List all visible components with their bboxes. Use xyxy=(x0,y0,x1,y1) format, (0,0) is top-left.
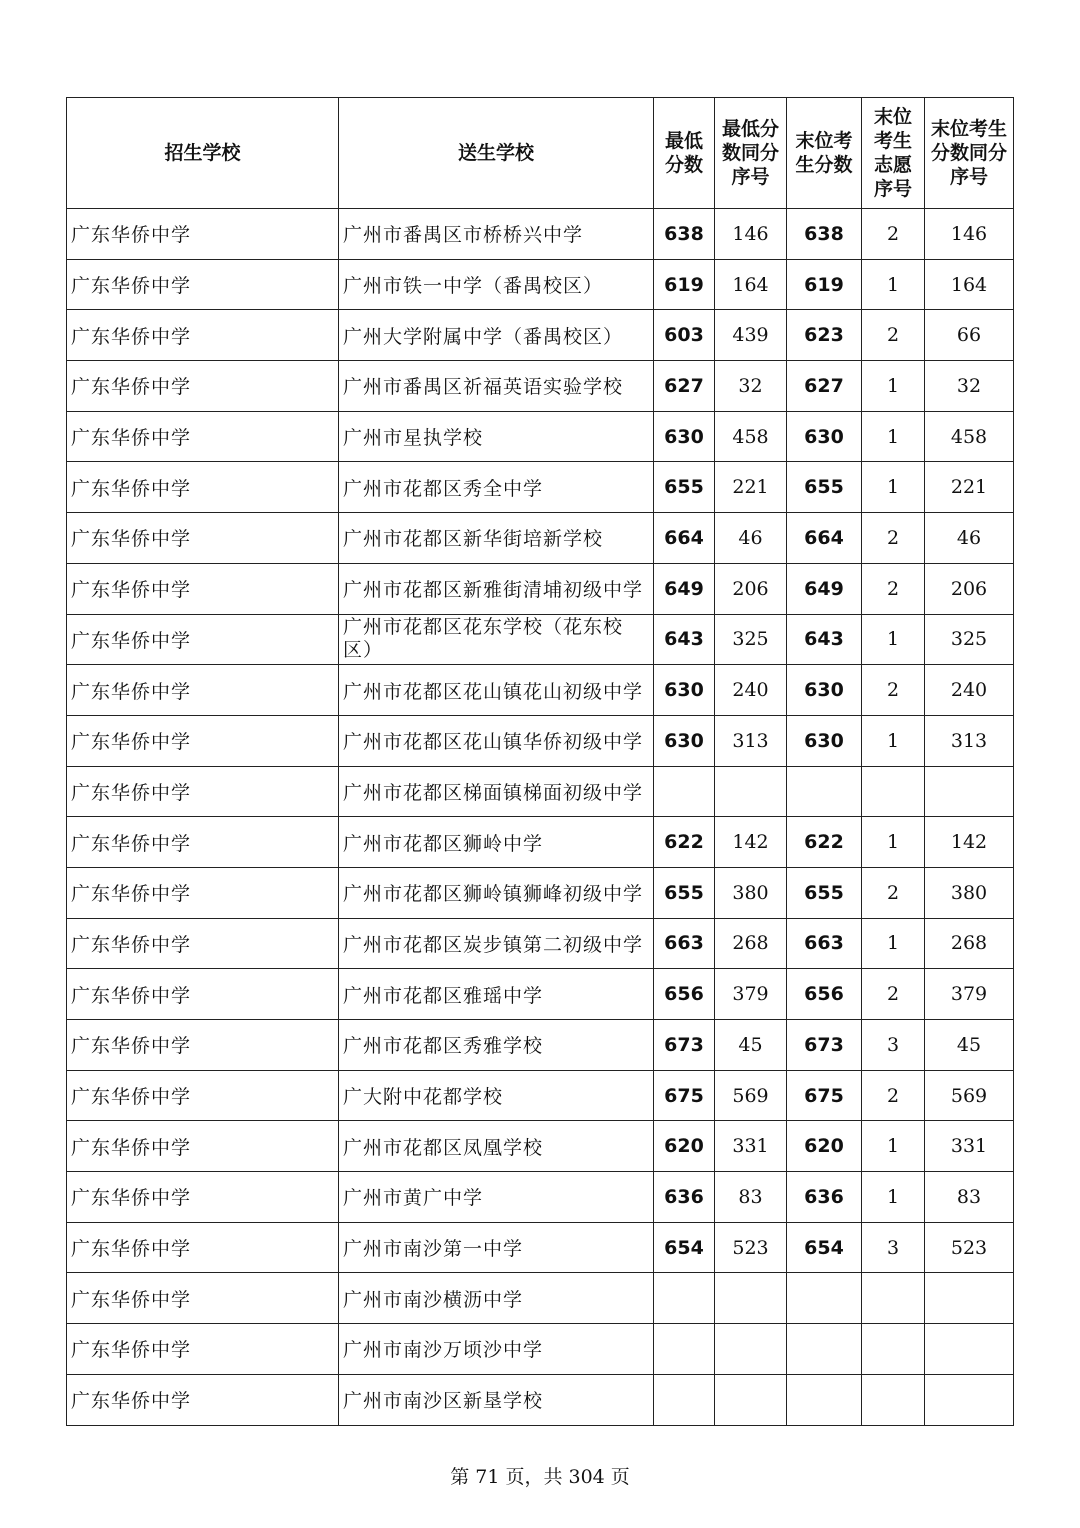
cell-last-score xyxy=(787,1324,862,1375)
cell-enroll-school: 广东华侨中学 xyxy=(67,969,339,1020)
cell-last-preference: 2 xyxy=(862,563,925,614)
cell-last-score-rank: 380 xyxy=(925,867,1014,918)
cell-enroll-school: 广东华侨中学 xyxy=(67,1172,339,1223)
cell-last-preference xyxy=(862,1374,925,1425)
cell-last-score-rank: 240 xyxy=(925,665,1014,716)
cell-last-score-rank: 146 xyxy=(925,209,1014,260)
cell-sender-school: 广州市花都区新雅街清埔初级中学 xyxy=(339,563,654,614)
cell-last-score: 630 xyxy=(787,665,862,716)
cell-sender-school: 广州市星执学校 xyxy=(339,411,654,462)
cell-last-score-rank: 32 xyxy=(925,361,1014,412)
cell-last-preference: 2 xyxy=(862,969,925,1020)
cell-enroll-school: 广东华侨中学 xyxy=(67,1070,339,1121)
cell-last-score: 649 xyxy=(787,563,862,614)
page-footer: 第 71 页，共 304 页 xyxy=(450,1466,630,1488)
cell-last-score: 654 xyxy=(787,1222,862,1273)
cell-enroll-school: 广东华侨中学 xyxy=(67,1374,339,1425)
header-enroll-school: 招生学校 xyxy=(67,98,339,209)
cell-last-preference: 2 xyxy=(862,665,925,716)
table-row xyxy=(67,1324,1014,1375)
cell-min-score-rank: 240 xyxy=(715,665,787,716)
cell-min-score-rank: 569 xyxy=(715,1070,787,1121)
cell-last-score-rank: 523 xyxy=(925,1222,1014,1273)
cell-last-score-rank: 313 xyxy=(925,715,1014,766)
cell-last-score-rank: 221 xyxy=(925,462,1014,513)
cell-last-score: 622 xyxy=(787,817,862,868)
cell-sender-school: 广州市花都区炭步镇第二初级中学 xyxy=(339,918,654,969)
header-last-score-rank: 末位考生 分数同分 序号 xyxy=(925,98,1014,209)
cell-min-score-rank: 325 xyxy=(715,614,787,665)
cell-last-score: 627 xyxy=(787,361,862,412)
table-row xyxy=(67,1374,1014,1425)
cell-last-score: 663 xyxy=(787,918,862,969)
table-row xyxy=(67,1172,1014,1223)
cell-sender-school: 广州市花都区雅瑶中学 xyxy=(339,969,654,1020)
cell-last-score xyxy=(787,1374,862,1425)
cell-last-score-rank: 164 xyxy=(925,259,1014,310)
cell-last-preference: 2 xyxy=(862,310,925,361)
cell-last-score-rank: 458 xyxy=(925,411,1014,462)
cell-last-score: 630 xyxy=(787,715,862,766)
cell-last-score-rank: 46 xyxy=(925,513,1014,564)
cell-min-score-rank: 379 xyxy=(715,969,787,1020)
cell-enroll-school: 广东华侨中学 xyxy=(67,1020,339,1071)
cell-last-preference: 2 xyxy=(862,867,925,918)
cell-sender-school: 广州市花都区狮岭中学 xyxy=(339,817,654,868)
cell-last-preference: 1 xyxy=(862,614,925,665)
table-body xyxy=(67,209,1014,1426)
cell-last-score: 636 xyxy=(787,1172,862,1223)
cell-last-score xyxy=(787,1273,862,1324)
cell-sender-school: 广州市花都区花山镇华侨初级中学 xyxy=(339,715,654,766)
cell-enroll-school: 广东华侨中学 xyxy=(67,1222,339,1273)
cell-sender-school: 广州市花都区秀全中学 xyxy=(339,462,654,513)
cell-enroll-school: 广东华侨中学 xyxy=(67,209,339,260)
cell-min-score: 622 xyxy=(654,817,715,868)
cell-last-preference: 3 xyxy=(862,1222,925,1273)
cell-last-score xyxy=(787,766,862,817)
cell-min-score xyxy=(654,1324,715,1375)
cell-last-score: 655 xyxy=(787,462,862,513)
cell-min-score-rank xyxy=(715,1324,787,1375)
cell-last-score: 630 xyxy=(787,411,862,462)
cell-sender-school: 广州市花都区花山镇花山初级中学 xyxy=(339,665,654,716)
cell-min-score: 655 xyxy=(654,867,715,918)
cell-last-score: 619 xyxy=(787,259,862,310)
cell-sender-school: 广州市花都区凤凰学校 xyxy=(339,1121,654,1172)
cell-last-preference: 1 xyxy=(862,918,925,969)
header-row xyxy=(67,98,1014,209)
table-row xyxy=(67,563,1014,614)
cell-enroll-school: 广东华侨中学 xyxy=(67,361,339,412)
cell-min-score-rank: 46 xyxy=(715,513,787,564)
cell-min-score-rank: 164 xyxy=(715,259,787,310)
cell-min-score: 675 xyxy=(654,1070,715,1121)
cell-min-score-rank: 268 xyxy=(715,918,787,969)
cell-last-preference: 1 xyxy=(862,715,925,766)
cell-min-score-rank xyxy=(715,1374,787,1425)
cell-enroll-school: 广东华侨中学 xyxy=(67,1273,339,1324)
cell-min-score-rank: 32 xyxy=(715,361,787,412)
cell-last-preference: 1 xyxy=(862,1172,925,1223)
cell-last-score: 656 xyxy=(787,969,862,1020)
cell-min-score: 620 xyxy=(654,1121,715,1172)
cell-sender-school: 广州大学附属中学（番禺校区） xyxy=(339,310,654,361)
table-row xyxy=(67,969,1014,1020)
cell-sender-school: 广州市铁一中学（番禺校区） xyxy=(339,259,654,310)
cell-last-score-rank xyxy=(925,1324,1014,1375)
cell-last-score-rank: 569 xyxy=(925,1070,1014,1121)
cell-min-score-rank: 221 xyxy=(715,462,787,513)
cell-min-score: 630 xyxy=(654,411,715,462)
table-row xyxy=(67,614,1014,665)
cell-enroll-school: 广东华侨中学 xyxy=(67,411,339,462)
table-row xyxy=(67,361,1014,412)
cell-enroll-school: 广东华侨中学 xyxy=(67,867,339,918)
cell-sender-school: 广州市花都区狮岭镇狮峰初级中学 xyxy=(339,867,654,918)
cell-min-score-rank xyxy=(715,1273,787,1324)
cell-min-score: 630 xyxy=(654,665,715,716)
cell-enroll-school: 广东华侨中学 xyxy=(67,563,339,614)
cell-last-score: 675 xyxy=(787,1070,862,1121)
cell-sender-school: 广大附中花都学校 xyxy=(339,1070,654,1121)
table-row xyxy=(67,411,1014,462)
cell-min-score: 627 xyxy=(654,361,715,412)
cell-sender-school: 广州市花都区梯面镇梯面初级中学 xyxy=(339,766,654,817)
cell-last-preference: 1 xyxy=(862,1121,925,1172)
cell-min-score: 673 xyxy=(654,1020,715,1071)
cell-last-preference: 3 xyxy=(862,1020,925,1071)
cell-sender-school: 广州市南沙区新垦学校 xyxy=(339,1374,654,1425)
cell-sender-school: 广州市南沙横沥中学 xyxy=(339,1273,654,1324)
table-row xyxy=(67,462,1014,513)
cell-min-score xyxy=(654,766,715,817)
cell-enroll-school: 广东华侨中学 xyxy=(67,1324,339,1375)
cell-last-score-rank xyxy=(925,766,1014,817)
cell-min-score xyxy=(654,1273,715,1324)
cell-min-score: 643 xyxy=(654,614,715,665)
cell-last-preference: 1 xyxy=(862,462,925,513)
table-row xyxy=(67,1222,1014,1273)
table-row xyxy=(67,766,1014,817)
cell-min-score-rank: 146 xyxy=(715,209,787,260)
cell-min-score-rank: 45 xyxy=(715,1020,787,1071)
cell-min-score: 649 xyxy=(654,563,715,614)
table-row xyxy=(67,209,1014,260)
cell-min-score-rank xyxy=(715,766,787,817)
cell-last-score: 643 xyxy=(787,614,862,665)
cell-last-score: 620 xyxy=(787,1121,862,1172)
cell-min-score: 603 xyxy=(654,310,715,361)
cell-min-score-rank: 331 xyxy=(715,1121,787,1172)
cell-enroll-school: 广东华侨中学 xyxy=(67,665,339,716)
cell-min-score: 664 xyxy=(654,513,715,564)
cell-min-score: 663 xyxy=(654,918,715,969)
cell-sender-school: 广州市花都区秀雅学校 xyxy=(339,1020,654,1071)
cell-enroll-school: 广东华侨中学 xyxy=(67,715,339,766)
cell-last-preference: 1 xyxy=(862,361,925,412)
cell-last-score-rank xyxy=(925,1273,1014,1324)
cell-enroll-school: 广东华侨中学 xyxy=(67,462,339,513)
cell-min-score-rank: 142 xyxy=(715,817,787,868)
cell-enroll-school: 广东华侨中学 xyxy=(67,310,339,361)
table-row xyxy=(67,1070,1014,1121)
table-row xyxy=(67,1020,1014,1071)
cell-min-score-rank: 439 xyxy=(715,310,787,361)
cell-sender-school: 广州市南沙万顷沙中学 xyxy=(339,1324,654,1375)
cell-min-score-rank: 380 xyxy=(715,867,787,918)
cell-last-score-rank: 142 xyxy=(925,817,1014,868)
cell-last-score-rank: 206 xyxy=(925,563,1014,614)
cell-last-preference: 1 xyxy=(862,817,925,868)
table-row xyxy=(67,918,1014,969)
table-row xyxy=(67,513,1014,564)
header-min-score: 最低 分数 xyxy=(654,98,715,209)
cell-sender-school: 广州市南沙第一中学 xyxy=(339,1222,654,1273)
cell-last-score: 673 xyxy=(787,1020,862,1071)
table-row xyxy=(67,259,1014,310)
cell-last-preference: 2 xyxy=(862,1070,925,1121)
header-last-score: 末位考 生分数 xyxy=(787,98,862,209)
cell-min-score: 655 xyxy=(654,462,715,513)
cell-sender-school: 广州市花都区花东学校（花东校区） xyxy=(339,614,654,665)
cell-min-score: 656 xyxy=(654,969,715,1020)
cell-min-score: 630 xyxy=(654,715,715,766)
cell-enroll-school: 广东华侨中学 xyxy=(67,614,339,665)
cell-last-score: 623 xyxy=(787,310,862,361)
cell-min-score xyxy=(654,1374,715,1425)
cell-enroll-school: 广东华侨中学 xyxy=(67,259,339,310)
cell-last-score-rank: 331 xyxy=(925,1121,1014,1172)
table-row xyxy=(67,1121,1014,1172)
cell-min-score: 619 xyxy=(654,259,715,310)
table-row xyxy=(67,817,1014,868)
cell-sender-school: 广州市番禺区祈福英语实验学校 xyxy=(339,361,654,412)
cell-enroll-school: 广东华侨中学 xyxy=(67,817,339,868)
cell-min-score: 654 xyxy=(654,1222,715,1273)
table-row xyxy=(67,665,1014,716)
cell-last-preference: 1 xyxy=(862,259,925,310)
cell-sender-school: 广州市花都区新华街培新学校 xyxy=(339,513,654,564)
cell-last-score-rank: 325 xyxy=(925,614,1014,665)
cell-last-score: 638 xyxy=(787,209,862,260)
header-min-score-rank: 最低分 数同分 序号 xyxy=(715,98,787,209)
header-last-preference: 末位 考生 志愿 序号 xyxy=(862,98,925,209)
table-row xyxy=(67,1273,1014,1324)
cell-last-preference: 1 xyxy=(862,411,925,462)
cell-last-preference xyxy=(862,766,925,817)
header-sender-school: 送生学校 xyxy=(339,98,654,209)
table-row xyxy=(67,310,1014,361)
cell-last-preference xyxy=(862,1324,925,1375)
cell-sender-school: 广州市番禺区市桥桥兴中学 xyxy=(339,209,654,260)
cell-last-score-rank: 45 xyxy=(925,1020,1014,1071)
cell-enroll-school: 广东华侨中学 xyxy=(67,513,339,564)
cell-min-score-rank: 313 xyxy=(715,715,787,766)
cell-last-score-rank: 379 xyxy=(925,969,1014,1020)
cell-last-preference xyxy=(862,1273,925,1324)
cell-last-score: 655 xyxy=(787,867,862,918)
cell-last-score-rank: 66 xyxy=(925,310,1014,361)
cell-sender-school: 广州市黄广中学 xyxy=(339,1172,654,1223)
admission-score-table xyxy=(66,97,1014,1426)
cell-last-score-rank xyxy=(925,1374,1014,1425)
cell-last-score-rank: 83 xyxy=(925,1172,1014,1223)
cell-min-score: 638 xyxy=(654,209,715,260)
table-row xyxy=(67,715,1014,766)
cell-last-preference: 2 xyxy=(862,209,925,260)
cell-min-score: 636 xyxy=(654,1172,715,1223)
cell-last-preference: 2 xyxy=(862,513,925,564)
cell-min-score-rank: 83 xyxy=(715,1172,787,1223)
cell-enroll-school: 广东华侨中学 xyxy=(67,766,339,817)
cell-last-score-rank: 268 xyxy=(925,918,1014,969)
cell-last-score: 664 xyxy=(787,513,862,564)
cell-min-score-rank: 458 xyxy=(715,411,787,462)
cell-min-score-rank: 206 xyxy=(715,563,787,614)
cell-min-score-rank: 523 xyxy=(715,1222,787,1273)
cell-enroll-school: 广东华侨中学 xyxy=(67,918,339,969)
cell-enroll-school: 广东华侨中学 xyxy=(67,1121,339,1172)
table-row xyxy=(67,867,1014,918)
